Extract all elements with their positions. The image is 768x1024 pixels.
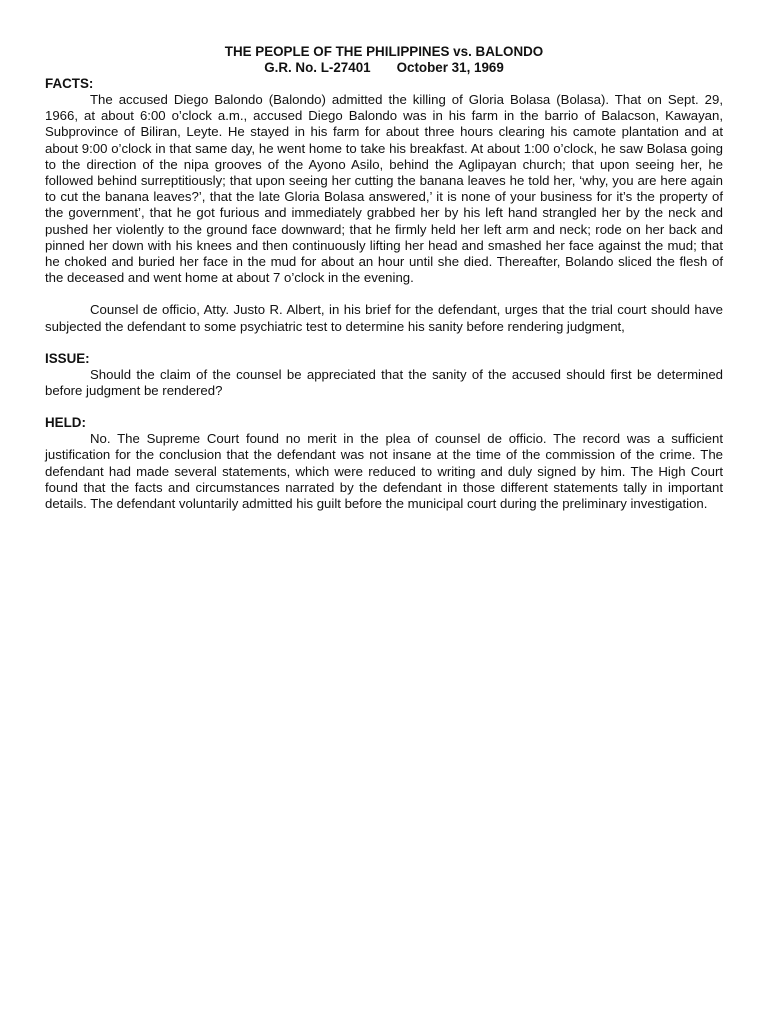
held-heading: HELD: (45, 415, 86, 431)
facts-paragraph-1: The accused Diego Balondo (Balondo) admitted the killing of Gloria Bolasa (Bolasa). That on Sept. 29, 1966, at about 6:00 o’clock a.m., accused Diego Balondo was in his farm in the barrio of Balacson, Kawayan, Subprovince of Biliran, Leyte. He stayed in his farm for about three hours clearing his camote plantation and at about 9:00 o’clock in that same day, he went home to take his breakfast. At about 1:00 o’clock, he saw Bolasa going to the direction of the nipa grooves of the Ayono Asilo, behind the Aglipayan church; that upon seeing her, he followed behind surreptitiously; that upon seeing her cutting the banana leaves he told her, ‘why, you are here again to cut the banana leaves?’, that the late Gloria Bolasa answered,’ it is none of your business for it’s the property of the government’, that he got furious and immediately grabbed her by his left hand strangled her by the neck and pushed her violently to the ground face downward; that he firmly held her left arm and neck; rode on her back and pinned her down with his knees and then continuously lifting her head and smashed her face against the mud; that he choked and buried her face in the mud for about an hour until she died. Thereafter, Bolando sliced the flesh of the deceased and went home at about 7 o’clock in the evening. (45, 92, 723, 286)
facts-paragraph-2: Counsel de officio, Atty. Justo R. Albert, in his brief for the defendant, urges that the trial court should have subjected the defendant to some psychiatric test to determine his sanity before rendering judgment, (45, 302, 723, 334)
gr-number: G.R. No. L-27401 (264, 60, 371, 75)
facts-heading: FACTS: (45, 76, 94, 91)
case-digest-page (45, 44, 723, 512)
paragraph-spacer (45, 286, 723, 302)
decision-date: October 31, 1969 (396, 60, 504, 75)
case-citation (45, 60, 723, 76)
held-paragraph: No. The Supreme Court found no merit in the plea of counsel de officio. The record was a sufficient justification for the conclusion that the defendant was not insane at the time of the commission of the crime. The defendant had made several statements, which were reduced to writing and duly signed by him. The High Court found that the facts and circumstances narrated by the defendant in those different statements tally in important details. The defendant voluntarily admitted his guilt before the municipal court during the preliminary investigation. (45, 431, 723, 512)
section-spacer (45, 399, 723, 415)
case-title: THE PEOPLE OF THE PHILIPPINES vs. BALONDO (224, 44, 544, 59)
issue-paragraph: Should the claim of the counsel be appreciated that the sanity of the accused should first be determined before judgment be rendered? (45, 366, 723, 399)
case-header (45, 44, 723, 76)
section-spacer (45, 335, 723, 351)
issue-heading: ISSUE: (45, 350, 90, 366)
